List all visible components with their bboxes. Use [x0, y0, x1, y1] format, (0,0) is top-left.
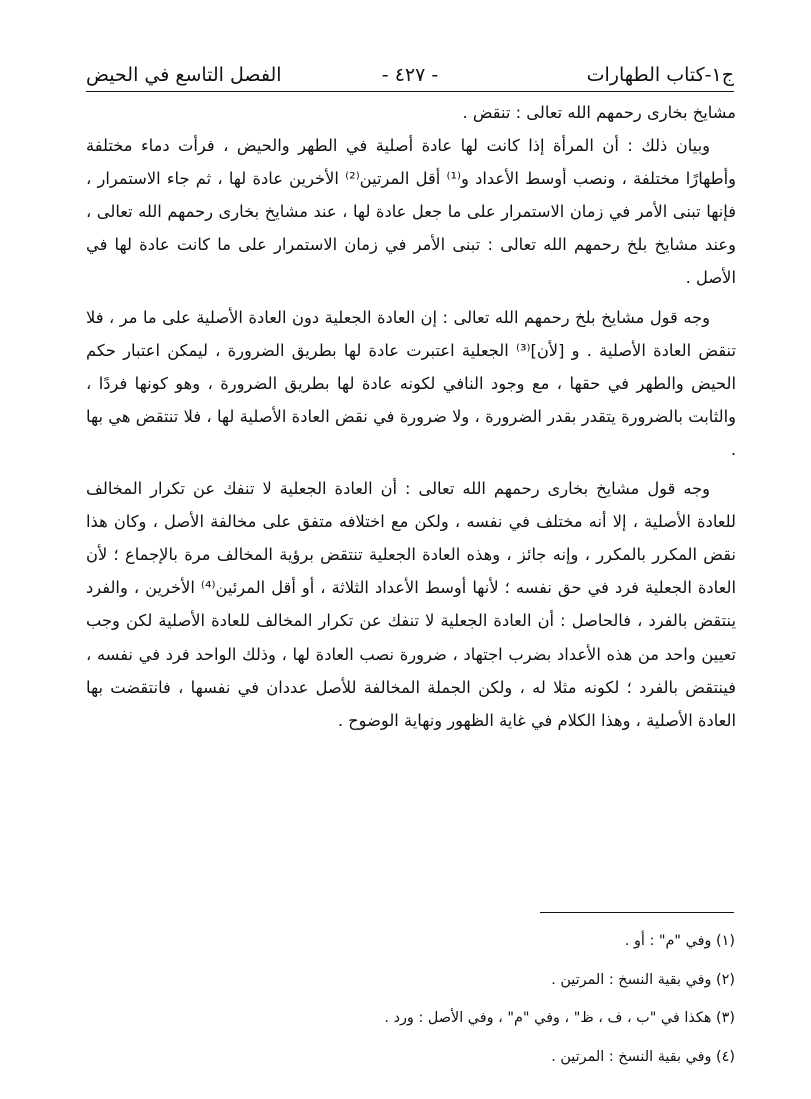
- footnote-2: (٢) وفي بقية النسخ : المرتين .: [551, 971, 735, 988]
- footnote-4: (٤) وفي بقية النسخ : المرتين .: [551, 1048, 735, 1065]
- chapter-title: الفصل التاسع في الحيض: [86, 64, 282, 86]
- footnote-divider: [540, 912, 734, 913]
- paragraph-continuation: مشايخ بخارى رحمهم الله تعالى : تنقض .: [462, 103, 736, 122]
- footnotes: [200, 922, 735, 1076]
- footnote-1: (١) وفي "م" : أو .: [624, 933, 735, 949]
- main-text: [86, 96, 736, 737]
- paragraph-balkh-view: وجه قول مشايخ بلخ رحمهم الله تعالى : إن العادة الجعلية دون العادة الأصلية على ما مر ، فلا تنقض العادة الأصلية . و [لأن]⁽³⁾ الجعلية اعتبرت عادة لها بطريق الضرورة ، ليمكن اعتبار حكم الحيض والطهر في حقها ، مع وجود النافي لكونه عادة لها بطريق الضرورة ، وهو كونها فردًا ، والثابت بالضرورة يتقدر بقدر الضرورة ، ولا ضرورة في نقض العادة الأصلية لها ، فلا تنتقض هي بها .: [86, 307, 737, 459]
- header-divider: [86, 91, 734, 92]
- paragraph-bukhara-view: وجه قول مشايخ بخارى رحمهم الله تعالى : أن العادة الجعلية لا تنفك عن تكرار المخالف للعادة الأصلية ، إلا أنه مختلف في نفسه ، ولكن مع اختلافه متفق على مخالفة الأصل ، وكان هذا نقض المكرر بالمكرر ، وإنه جائز ، وهذه العادة الجعلية تنتقض برؤية المخالف مرة بالإجماع ؛ لأن العادة الجعلية فرد في حق نفسه ؛ لأنها أوسط الأعداد الثلاثة ، أو أقل المرئين⁽⁴⁾ الأخرين ، والفرد ينتقض بالفرد ، فالحاصل : أن العادة الجعلية لا تنفك عن تكرار المخالف للعادة الأصلية لكن وجب تعيين واحد من هذه الأعداد بضرب اجتهاد ، ضرورة نصب العادة لها ، وذلك الواحد فرد في نفسه ، فينتقض بالفرد ؛ لكونه مثلا له ، ولكن الجملة المخالفة للأصل عددان في نفسها ، فانتقضت بها العادة الأصلية ، وهذا الكلام في غاية الظهور ونهاية الوضوح .: [86, 479, 736, 730]
- book-title: ج١-كتاب الطهارات: [586, 64, 734, 86]
- page-number: - ٤٢٧ -: [381, 64, 439, 86]
- running-header: [86, 60, 734, 90]
- paragraph-explanation: وبيان ذلك : أن المرأة إذا كانت لها عادة أصلية في الطهر والحيض ، فرأت دماء مختلفة وأطهارًا مختلفة ، ونصب أوسط الأعداد و⁽¹⁾ أقل المرتين⁽²⁾ الأخرين عادة لها ، ثم جاء الاستمرار ، فإنها تبنى الأمر في زمان الاستمرار على ما جعل عادة لها ، عند مشايخ بخارى رحمهم الله تعالى ، وعند مشايخ بلخ رحمهم الله تعالى : تبنى الأمر في زمان الاستمرار على ما كانت عادة لها في الأصل .: [86, 136, 737, 288]
- footnote-3: (٣) هكذا في "ب ، ف ، ظ" ، وفي "م" ، وفي الأصل : ورد .: [384, 1010, 735, 1026]
